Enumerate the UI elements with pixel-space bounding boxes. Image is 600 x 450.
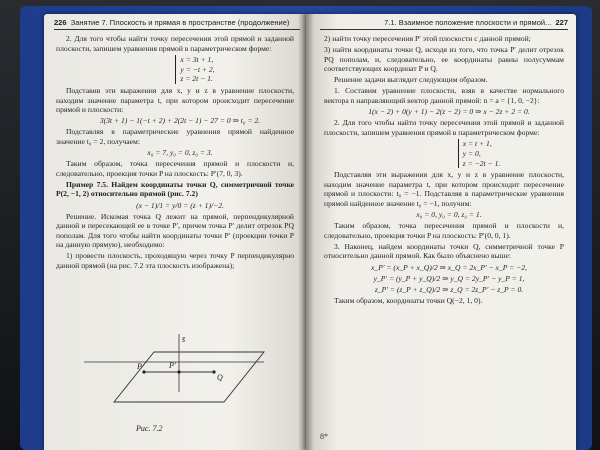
left-para-4: Таким образом, точка пересечения прямой и плоскости и, следовательно, проекция точки P на плоскость: P′(7, 0, 3). xyxy=(56,159,294,178)
left-running-head-text: Занятие 7. Плоскость и прямая в пространстве (продолжение) xyxy=(70,18,290,27)
right-running-head-text: 7.1. Взаимное положение плоскости и прямой... xyxy=(384,18,552,27)
left-sys1-line-3: z = 2t − 1. xyxy=(180,74,213,84)
right-eq-1: 1(x − 2) + 0(y + 1) − 2(z − 2) = 0 ⇒ x − 2z + 2 = 0. xyxy=(368,107,530,117)
figure-plane xyxy=(114,352,264,402)
left-example-heading: Пример 7.5. Найдем координаты точки Q, симметричной точке P(2, −1, 2) относительно прямой (рис. 7.2) xyxy=(56,179,294,199)
right-system-1 xyxy=(324,139,564,168)
right-eq-5: z_P′ = (z_P + z_Q)/2 ⇒ z_Q = 2z_P′ − z_P = 0. xyxy=(374,284,524,294)
right-step-2: 2) найти точку пересечения P′ этой плоскости с данной прямой; xyxy=(324,34,531,43)
left-head-rule xyxy=(54,29,300,30)
figure-label-s: s̄ xyxy=(182,335,186,344)
right-page xyxy=(306,14,576,450)
left-page xyxy=(44,14,306,450)
left-page-number: 226 xyxy=(54,18,67,27)
right-para-2: 2. Для того чтобы найти точку пересечения этой прямой и заданной плоскости, запишем уравнения прямой в параметрическом форме: xyxy=(324,118,564,137)
right-conclusion: Таким образом, координаты точки Q(−2, 1, 0). xyxy=(334,295,483,305)
left-sys1-line-1: x = 3t + 1, xyxy=(180,55,214,65)
right-para-1: 1. Составим уравнение плоскости, взяв в качестве нормального вектора n направляющий вектор данной прямой: n = a = {1, 0, −2}: xyxy=(324,86,564,106)
right-solution-intro: Решение задачи выглядит следующим образом. xyxy=(334,75,488,85)
right-sys-line-1: x = t + 1, xyxy=(462,139,492,149)
right-running-head xyxy=(384,18,568,27)
right-para-5: 3. Наконец, найдем координаты точки Q, симметричной точке P относительно данной прямой. Как было объяснено выше: xyxy=(324,241,564,261)
left-eq-2: x₀ = 7, y₀ = 0, z₀ = 3. xyxy=(147,148,213,158)
right-step-3: 3) найти координаты точки Q, исходя из того, что точка P′ делит отрезок PQ пополам, и, следовательно, ее координаты равны полусуммам соответствующих координат P и Q. xyxy=(324,45,564,74)
right-para-3: Подставляя эти выражения для x, y и z в уравнение плоскости, находим значение параметра t, при котором происходит пересечение прямой и плоскости: t₀ = −1. Подставляя в параметрические уравнения прямой найденное значение t₀ = −1, получим: xyxy=(324,170,564,208)
figure-point-q xyxy=(212,370,215,373)
figure-label-p: P xyxy=(137,362,142,371)
right-eq-4: y_P′ = (y_P + y_Q)/2 ⇒ y_Q = 2y_P′ − y_P = 1, xyxy=(373,273,525,283)
left-system-1 xyxy=(56,55,294,84)
figure-label-q: Q xyxy=(217,373,223,382)
left-para-1: 2. Для того чтобы найти точку пересечения этой прямой и заданной плоскости, запишем уравнения прямой в параметрическом форме: xyxy=(56,34,294,53)
right-footer-mark: 8* xyxy=(320,432,328,441)
figure-7-2 xyxy=(74,332,274,422)
right-para-4: Таким образом, точка пересечения прямой и плоскости и, следовательно, проекция точки P на плоскость: P′(0, 0, 1). xyxy=(324,221,564,240)
right-sys-line-2: y = 0, xyxy=(462,149,481,159)
figure-caption: Рис. 7.2 xyxy=(136,424,163,433)
right-eq-3: x_P′ = (x_P + x_Q)/2 ⇒ x_Q = 2x_P′ − x_P = −2, xyxy=(371,262,527,272)
right-sys-line-3: z = −2t − 1. xyxy=(462,158,501,168)
left-para-3: Подставляя в параметрические уравнения прямой найденное значение t₀ = 2, получаем: xyxy=(56,127,294,146)
figure-point-p xyxy=(142,370,145,373)
left-text-block xyxy=(56,34,294,272)
left-sys1-line-2: y = −t + 2, xyxy=(180,64,215,74)
book-gutter-shadow xyxy=(298,14,314,450)
right-head-rule xyxy=(320,29,568,30)
left-para-2: Подставив эти выражения для x, y и z в уравнение плоскости, находим значение параметра t, при котором происходит пересечение прямой и плоскости: xyxy=(56,85,294,115)
left-step-1: 1) провести плоскость, проходящую через точку P перпендикулярно данной прямой (на рис. 7.2 эта плоскость изображена); xyxy=(56,251,294,271)
left-solution: Решение. Искомая точка Q лежит на прямой, перпендикулярной данной и пересекающей ее в точке P′, причем точка P′ делит отрезок PQ пополам. Для того чтобы найти координаты точки P′ (проекции точки P на данную прямую), необходимо: xyxy=(56,211,294,250)
right-text-block xyxy=(324,34,564,307)
figure-label-p-prime: P′ xyxy=(169,361,176,370)
right-page-number: 227 xyxy=(555,18,568,27)
figure-point-p-prime xyxy=(177,370,180,373)
left-running-head xyxy=(54,18,289,27)
left-eq-3: (x − 1)/1 = y/0 = (z + 1)/−2. xyxy=(136,200,224,210)
left-eq-1: 3(3t + 1) − 1(−t + 2) + 2(2t − 1) − 27 = 0 ⇒ t₀ = 2. xyxy=(99,116,261,126)
right-eq-2: x₀ = 0, y₀ = 0, z₀ = 1. xyxy=(416,210,482,220)
